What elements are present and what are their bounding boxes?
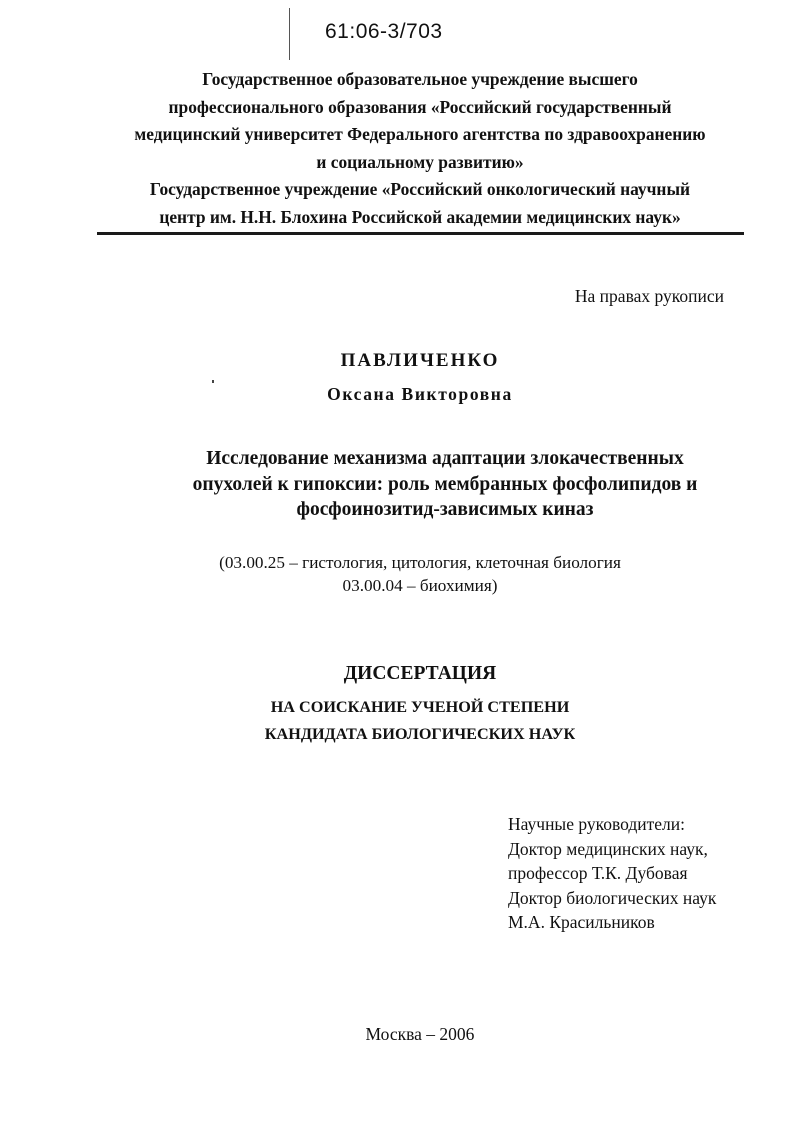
institution-line: профессионального образования «Российский государственный	[168, 96, 672, 117]
supervisors-block	[508, 812, 716, 935]
place-and-year: Москва – 2006	[365, 1024, 475, 1044]
degree-statement	[0, 694, 800, 748]
supervisors-line: Научные руководители:	[508, 814, 685, 834]
degree-line: КАНДИДАТА БИОЛОГИЧЕСКИХ НАУК	[264, 725, 576, 743]
author-surname: ПАВЛИЧЕНКО	[340, 350, 500, 371]
institution-line: центр им. Н.Н. Блохина Российской академии медицинских наук»	[159, 206, 681, 227]
header-divider	[97, 232, 744, 235]
thesis-title-line: фосфоинозитид-зависимых киназ	[296, 499, 594, 520]
supervisors-line: Доктор медицинских наук,	[508, 838, 708, 859]
manuscript-rights-note: На правах рукописи	[574, 286, 724, 306]
margin-mark-line	[289, 8, 290, 60]
thesis-title-line: Исследование механизма адаптации злокачественных	[206, 448, 684, 469]
supervisors-line: М.А. Красильников	[508, 912, 655, 932]
catalog-number: 61:06-3/703	[325, 20, 443, 43]
supervisors-line: профессор Т.К. Дубовая	[508, 863, 688, 883]
institution-line: Государственное образовательное учреждение высшего	[202, 69, 638, 89]
supervisors-line: Доктор биологических наук	[508, 887, 717, 908]
specialty-line: 03.00.04 – биохимия)	[342, 576, 498, 595]
thesis-title	[160, 446, 730, 523]
scan-speck	[212, 380, 214, 383]
degree-line: НА СОИСКАНИЕ УЧЕНОЙ СТЕПЕНИ	[270, 698, 570, 716]
institution-line: Государственное учреждение «Российский онкологический научный	[149, 179, 691, 199]
institution-line: и социальному развитию»	[316, 151, 524, 172]
author-given-names: Оксана Викторовна	[327, 384, 513, 404]
institution-block	[80, 66, 760, 231]
institution-line: медицинский университет Федерального агентства по здравоохранению	[134, 124, 706, 144]
thesis-title-line: опухолей к гипоксии: роль мембранных фосфолипидов и	[192, 473, 698, 495]
specialty-codes	[150, 551, 690, 597]
document-type-heading: ДИССЕРТАЦИЯ	[343, 663, 497, 684]
specialty-line: (03.00.25 – гистология, цитология, клеточная биология	[219, 553, 621, 572]
